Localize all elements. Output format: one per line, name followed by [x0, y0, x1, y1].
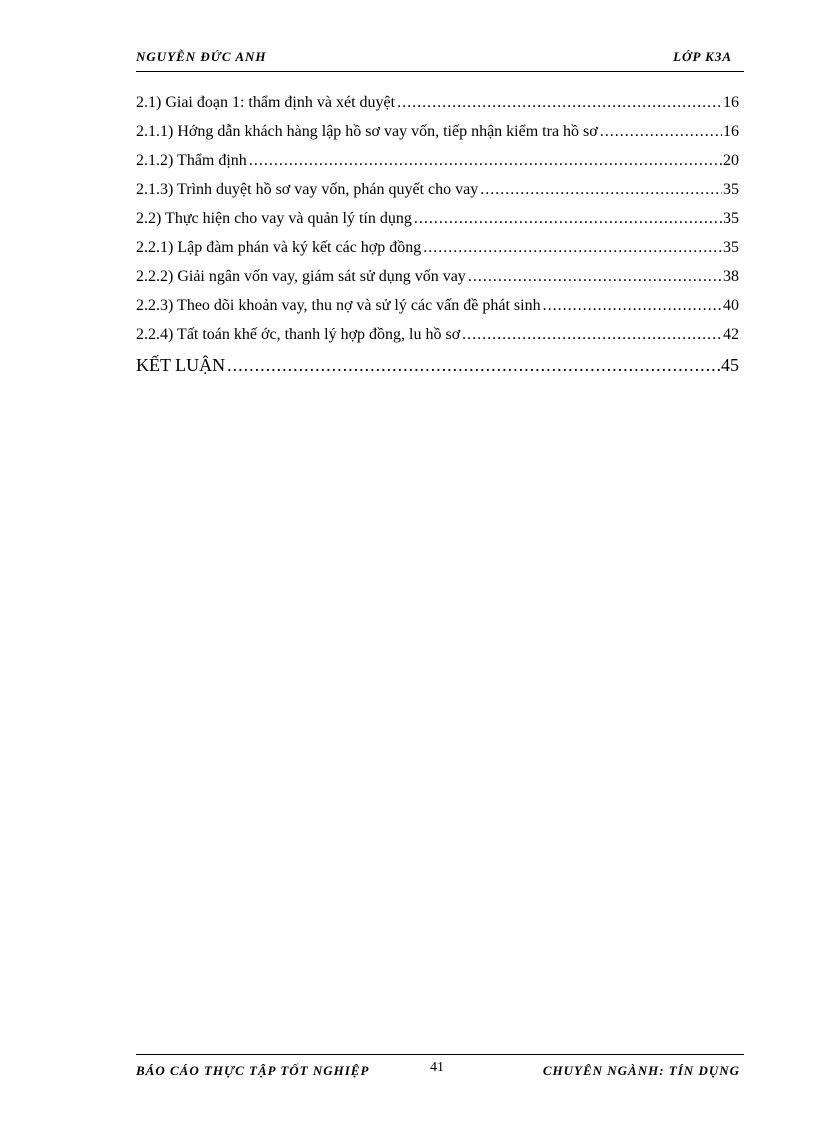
header-class: LỚP K3A — [673, 49, 732, 64]
toc-entry — [136, 268, 739, 297]
toc-entry-page: 42 — [723, 326, 739, 343]
toc-entry-page: 35 — [723, 181, 739, 198]
toc-entry — [136, 326, 739, 355]
toc-entry-label: 2.2.4) Tất toán khế ớc, thanh lý hợp đồng, lu hồ sơ — [136, 326, 461, 343]
header-rule — [136, 71, 744, 72]
toc-leader — [423, 239, 722, 257]
toc-entry-label: 2.2.3) Theo dõi khoản vay, thu nợ và sử lý các vấn đề phát sinh — [136, 297, 541, 314]
toc-entry-page: 45 — [721, 355, 739, 375]
toc-entry-label: 2.2.2) Giải ngân vốn vay, giám sát sử dụng vốn vay — [136, 268, 466, 285]
toc-leader — [414, 210, 722, 228]
toc-entry-page: 40 — [723, 297, 739, 314]
toc-leader — [600, 123, 722, 141]
toc-entry — [136, 94, 739, 123]
toc-entry — [136, 210, 739, 239]
footer-report-title: BÁO CÁO THỰC TẬP TỐT NGHIỆP — [136, 1063, 370, 1078]
footer-major: CHUYÊN NGÀNH: TÍN DỤNG — [542, 1063, 740, 1078]
toc-entry — [136, 239, 739, 268]
header-author: NGUYỄN ĐỨC ANH — [136, 49, 267, 64]
toc-leader — [543, 297, 722, 315]
toc-entry-label: 2.1) Giai đoạn 1: thẩm định và xét duyệt — [136, 94, 396, 111]
toc-leader — [227, 355, 720, 376]
toc-entry-label: 2.2.1) Lập đàm phán và ký kết các hợp đồng — [136, 239, 422, 256]
toc-entry — [136, 152, 739, 181]
toc-entry — [136, 297, 739, 326]
page-header — [136, 49, 744, 71]
toc-entry-page: 16 — [723, 94, 739, 111]
toc-leader — [462, 326, 722, 344]
toc-entry-page: 16 — [723, 123, 739, 140]
toc-entry-page: 35 — [723, 210, 739, 227]
toc-entry-conclusion — [136, 355, 739, 384]
toc-entry-page: 35 — [723, 239, 739, 256]
toc-entry-label: 2.1.3) Trình duyệt hồ sơ vay vốn, phán quyết cho vay — [136, 181, 479, 198]
footer-rule — [136, 1054, 744, 1055]
page-number: 41 — [430, 1060, 444, 1075]
toc-entry-label: 2.2) Thực hiện cho vay và quản lý tín dụng — [136, 210, 412, 227]
toc-entry-label: KẾT LUẬN — [136, 355, 226, 375]
toc-leader — [397, 94, 722, 112]
toc-entry — [136, 181, 739, 210]
toc-entry-label: 2.1.1) Hớng dẫn khách hàng lập hồ sơ vay vốn, tiếp nhận kiểm tra hồ sơ — [136, 123, 598, 140]
table-of-contents — [136, 94, 739, 384]
toc-entry — [136, 123, 739, 152]
toc-entry-page: 38 — [723, 268, 739, 285]
toc-leader — [468, 268, 722, 286]
toc-entry-label: 2.1.2) Thẩm định — [136, 152, 247, 169]
page-footer — [136, 1060, 744, 1084]
toc-entry-page: 20 — [723, 152, 739, 169]
toc-leader — [249, 152, 722, 170]
toc-leader — [480, 181, 722, 199]
